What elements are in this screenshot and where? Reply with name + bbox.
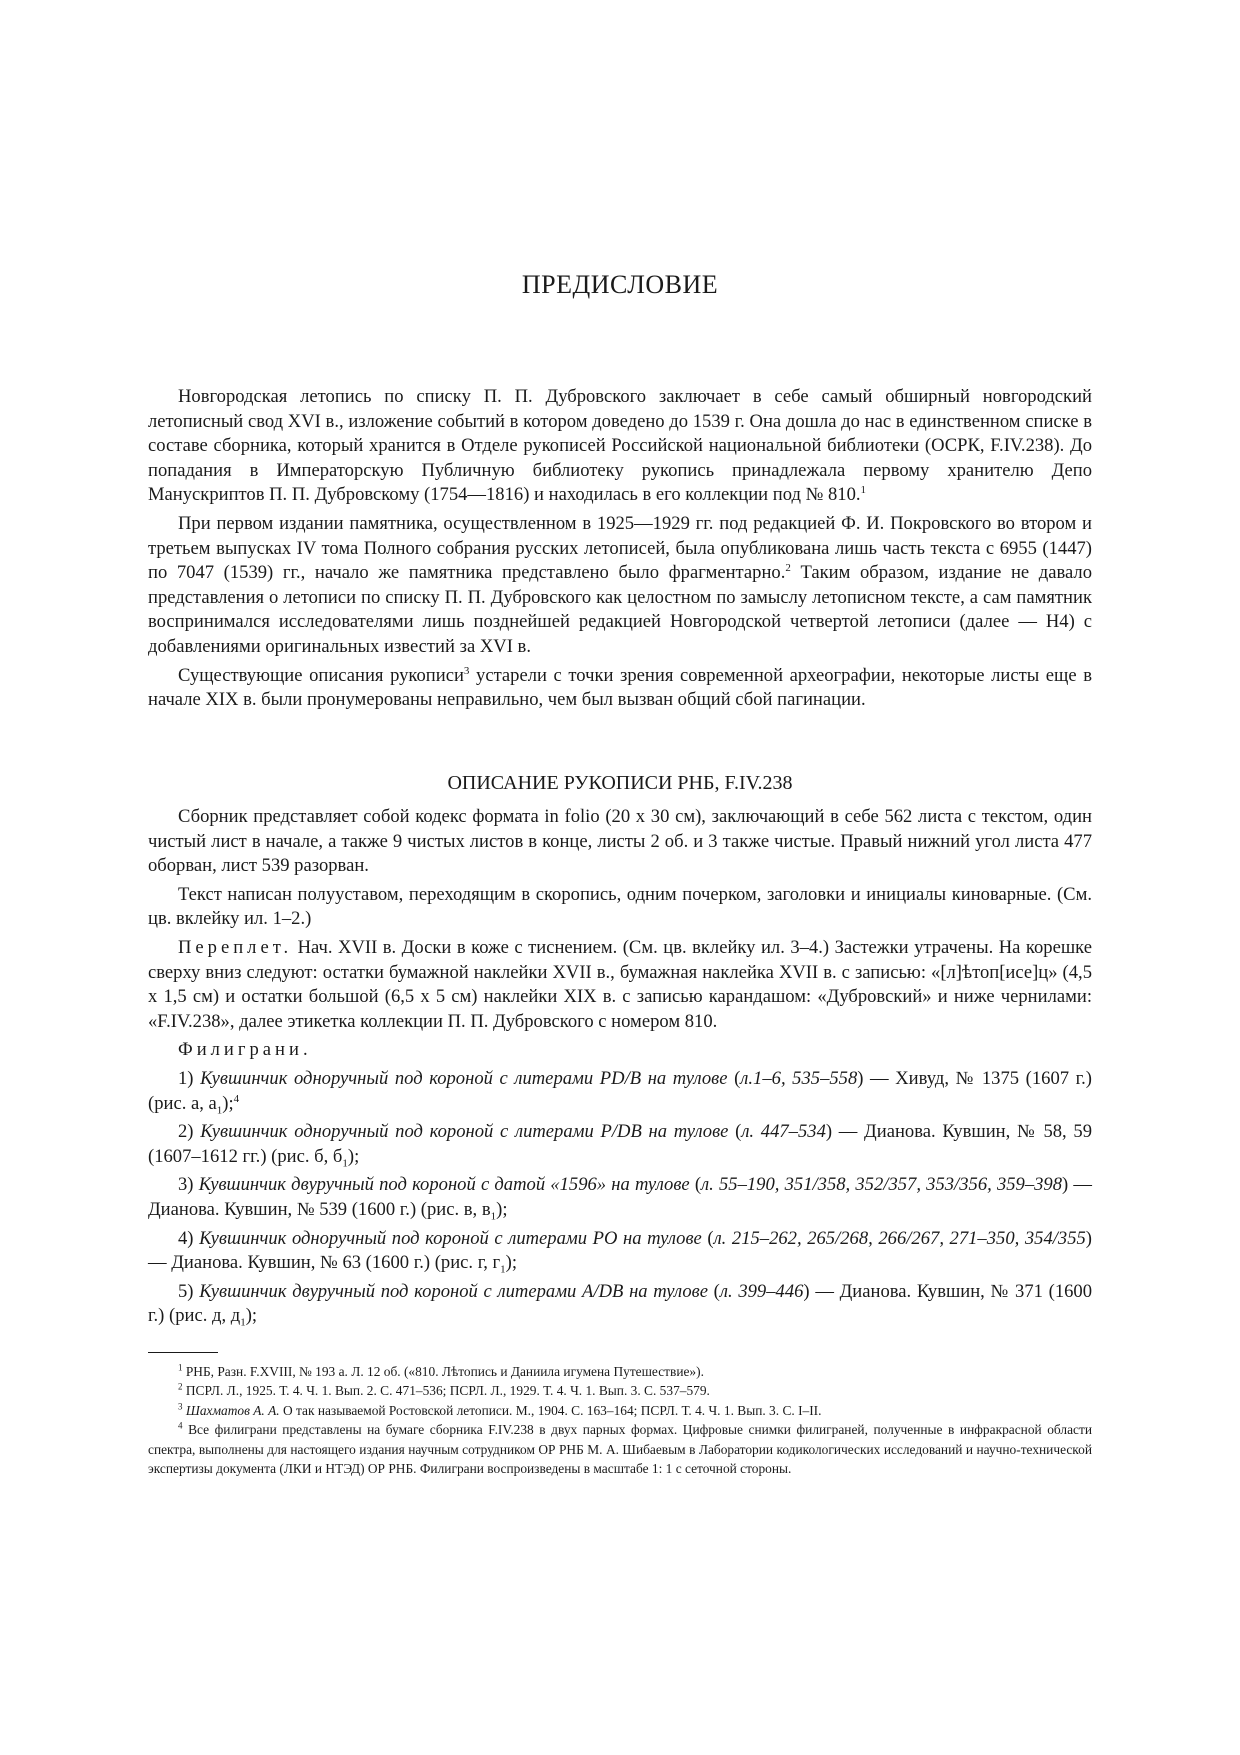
footnotes (148, 1362, 1092, 1478)
description-paragraph-1: Сборник представляет собой кодекс формата in folio (20 х 30 см), заключающий в себе 562 листа с текстом, один чистый лист в начале, а также 9 чистых листов в конце, листы 2 об. и 3 также чистые. Правый нижний угол листа 477 оборван, лист 539 разорван. (148, 806, 1092, 877)
footnote-ref-3: 3 (463, 664, 470, 677)
footnote: $^1$ РНБ, Разн. F.XVIII, № 193 а. Л. 12 об. («810. Лѣтопись и Даниила игумена Путешествие»). (178, 1362, 704, 1379)
description-paragraph-2: Текст написан полууставом, переходящим в скоропись, одним почерком, заголовки и инициалы киноварные. (См. цв. вклейку ил. 1–2.) (148, 883, 1092, 930)
filigree-item: 3) Кувшинчик двуручный под короной с датой «1596» на тулове (л. 55–190, 351/358, 352/357, 353/356, 359–398) — Дианова. Кувшин, № 539 (1600 г.) (рис. в, $в_1$); (148, 1174, 1093, 1223)
intro-text (148, 385, 1092, 717)
filigree-heading: Филиграни. (178, 1039, 312, 1061)
manuscript-description (148, 805, 1092, 1333)
intro-paragraph-1: Новгородская летопись по списку П. П. Дубровского заключает в себе самый обширный новгородский летописный свод XVI в., изложение событий в котором доведено до 1539 г. Она дошла до нас в единственном списке в составе сборника, который хранится в Отделе рукописей Российской национальной библиотеки (ОСРК, F.IV.238). До попадания в Императорскую Публичную библиотеку рукопись принадлежала первому хранителю Депо Манускриптов П. П. Дубровскому (1754—1816) и находилась в его коллекции под № 810.$^1$ (148, 386, 1092, 506)
filigree-item: 2) Кувшинчик одноручный под короной с литерами P/DB на тулове (л. 447–534) — Дианова. Кувшин, № 58, 59 (1607–1612 гг.) (рис. б, $б_1$); (148, 1121, 1093, 1170)
footnote: $^2$ ПСРЛ. Л., 1925. Т. 4. Ч. 1. Вып. 2. С. 471–536; ПСРЛ. Л., 1929. Т. 4. Ч. 1. Вып. 3. С. 537–579. (178, 1381, 710, 1399)
footnote-ref-4: 4 (233, 1092, 240, 1105)
binding-label: Переплет. (178, 936, 293, 958)
footnote: $^4$ Все филиграни представлены на бумаге сборника F.IV.238 в двух парных формах. Цифровые снимки филиграней, полученные в инфракрасной области спектра, выполнены для настоящего издания научным сотрудником ОР РНБ М. А. Шибаевым в Лаборатории кодикологических исследований и научно-технической экспертизы документа (ЛКИ и НТЭД) ОР РНБ. Филиграни воспроизведены в масштабе 1: 1 с сеточной стороны. (148, 1420, 1092, 1477)
footnote-ref-1: 1 (860, 484, 867, 497)
intro-paragraph-3: Существующие описания рукописи$^3$ устарели с точки зрения современной археографии, некоторые листы еще в начале XIX в. были пронумерованы неправильно, чем был вызван общий сбой пагинации. (148, 664, 1092, 711)
footnote-ref-2: 2 (785, 561, 791, 574)
footnote: $^3$ Шахматов А. А. О так называемой Ростовской летописи. М., 1904. С. 163–164; ПСРЛ. Т. 4. Ч. 1. Вып. 3. С. I–II. (178, 1401, 822, 1418)
filigree-item: 5) Кувшинчик двуручный под короной с литерами A/DB на тулове (л. 399–446) — Дианова. Кувшин, № 371 (1600 г.) (рис. д, $д_1$); (148, 1280, 1093, 1329)
footnote-divider (148, 1352, 218, 1353)
intro-paragraph-2: При первом издании памятника, осуществленном в 1925—1929 гг. под редакцией Ф. И. Покровского во втором и третьем выпусках IV тома Полного собрания русских летописей, была опубликована лишь часть текста с 6955 (1447) по 7047 (1539) гг., начало же памятника представлено было фрагментарно.$^2$ Таким образом, издание не давало представления о летописи по списку П. П. Дубровского как целостном по замыслу летописном тексте, а сам памятник воспринимался исследователями лишь позднейшей редакцией Новгородской четвертой летописи (далее — Н4) с добавлениями оригинальных известий за XVI в. (148, 512, 1093, 657)
filigree-item: 4) Кувшинчик одноручный под короной с литерами PO на тулове (л. 215–262, 265/268, 266/267, 271–350, 354/355) — Дианова. Кувшин, № 63 (1600 г.) (рис. г, $г_1$); (148, 1227, 1092, 1276)
filigree-item: 1) Кувшинчик одноручный под короной с литерами PD/B на тулове (л.1–6, 535–558) — Хивуд, № 1375 (1607 г.) (рис. а, $а_1);^4$ (148, 1067, 1093, 1117)
binding-paragraph: Переплет. Нач. XVII в. Доски в коже с тиснением. (См. цв. вклейку ил. 3–4.) Застежки утрачены. На корешке сверху вниз следуют: остатки бумажной наклейки XVII в., бумажная наклейка XVII в. с записью: «[л]ѣтоп[исе]ц» (4,5 х 1,5 см) и остатки большой (6,5 х 5 см) наклейки XIX в. с записью карандашом: «Дубровский» и ниже чернилами: «F.IV.238», далее этикетка коллекции П. П. Дубровского с номером 810. (148, 936, 1092, 1032)
section-title: ОПИСАНИЕ РУКОПИСИ РНБ, F.IV.238 (447, 772, 793, 794)
page-title: ПРЕДИСЛОВИЕ (521, 270, 719, 299)
